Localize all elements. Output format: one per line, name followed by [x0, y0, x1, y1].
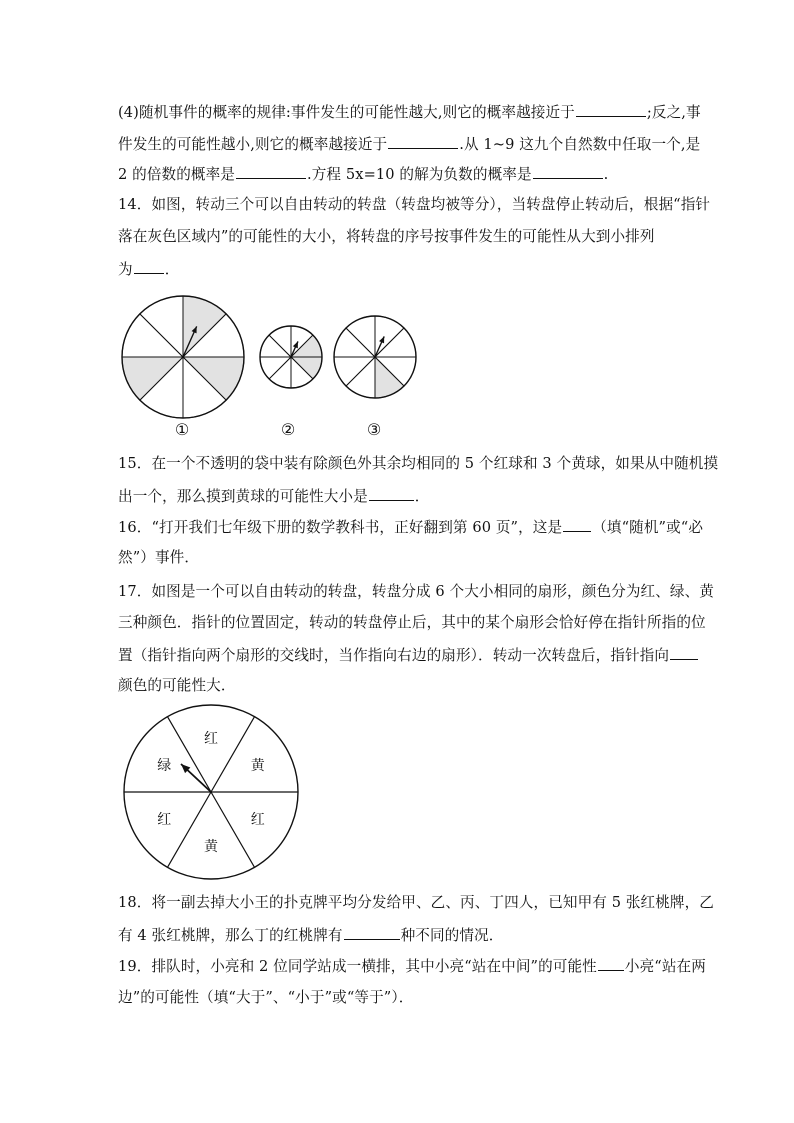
q18-line-1: 18．将一副去掉大小王的扑克牌平均分发给甲、乙、丙、丁四人，已知甲有 5 张红桃牌，乙 [118, 894, 714, 911]
q17-line-4: 颜色的可能性大． [118, 677, 236, 694]
q14-text: 为 [118, 261, 133, 278]
color-spinner-figure [110, 700, 320, 880]
q16-line-2: 然”）事件． [118, 549, 200, 566]
q19-text: 19．排队时，小亮和 2 位同学站成一横排，其中小亮“站在中间”的可能性 [118, 958, 597, 975]
answer-blank[interactable] [369, 486, 414, 501]
q14-line-2: 落在灰色区域内”的可能性的大小，将转盘的序号按事件发生的可能性从大到小排列 [118, 228, 655, 245]
spinner-label-2: ② [280, 420, 296, 439]
answer-blank[interactable] [344, 925, 400, 940]
sector-label: 绿 [157, 758, 172, 775]
sector-label: 红 [250, 811, 265, 828]
q13-text: 2 的倍数的概率是 [118, 166, 235, 183]
q15-text: 出一个，那么摸到黄球的可能性大小是 [118, 488, 368, 505]
color-spinner [124, 705, 298, 879]
q13-text: (4)随机事件的概率的规律:事件发生的可能性越大,则它的概率越接近于 [118, 104, 575, 121]
spinner-3 [334, 316, 416, 398]
spinner-label-1: ① [174, 420, 190, 439]
q19-line-2: 边”的可能性（填“大于”、“小于”或“等于”）． [118, 989, 414, 1006]
q13-text: ;反之,事 [646, 104, 701, 121]
q13-text: . [603, 166, 609, 183]
answer-blank[interactable] [598, 956, 624, 971]
q17-line-1: 17．如图是一个可以自由转动的转盘，转盘分成 6 个大小相同的扇形，颜色分为红、绿、黄 [118, 583, 714, 600]
spinner-label-3: ③ [366, 420, 382, 439]
spinner-2 [260, 326, 322, 388]
q15-line-2 [118, 486, 430, 507]
q14-text: ． [164, 261, 180, 278]
q13-text: .从 1~9 这九个自然数中任取一个,是 [459, 136, 701, 153]
q13-line-3 [118, 164, 608, 185]
q13-text: 件发生的可能性越小,则它的概率越接近于 [118, 136, 388, 153]
q14-line-3 [118, 259, 179, 280]
sector-label: 红 [204, 731, 218, 748]
answer-blank[interactable] [563, 517, 591, 532]
q19-line-1 [118, 956, 706, 977]
q19-text: 小亮“站在两 [624, 958, 706, 975]
spinners-figure [0, 290, 794, 450]
q17-text: 置（指针指向两个扇形的交线时，当作指向右边的扇形）．转动一次转盘后，指针指向 [118, 647, 670, 664]
q18-text: 种不同的情况． [400, 927, 504, 944]
q13-text: .方程 5x=10 的解为负数的概率是 [306, 166, 532, 183]
answer-blank[interactable] [236, 164, 306, 179]
q15-text: ． [414, 488, 430, 505]
q15-line-1: 15．在一个不透明的袋中装有除颜色外其余均相同的 5 个红球和 3 个黄球，如果从中随机摸 [118, 455, 719, 472]
answer-blank[interactable] [388, 134, 458, 149]
q13-line-2 [118, 134, 700, 155]
answer-blank[interactable] [134, 259, 164, 274]
answer-blank[interactable] [533, 164, 603, 179]
q17-line-2: 三种颜色．指针的位置固定，转动的转盘停止后，其中的某个扇形会恰好停在指针所指的位 [118, 614, 706, 631]
q16-line-1 [118, 517, 703, 538]
answer-blank[interactable] [670, 645, 698, 660]
sector-label: 红 [157, 811, 172, 828]
sector-label: 黄 [250, 758, 265, 775]
q16-text: （填“随机”或“必 [592, 519, 704, 536]
q18-text: 有 4 张红桃牌，那么丁的红桃牌有 [118, 927, 343, 944]
spinner-1 [122, 296, 244, 418]
answer-blank[interactable] [576, 102, 646, 117]
q14-line-1: 14．如图，转动三个可以自由转动的转盘（转盘均被等分），当转盘停止转动后，根据“指针 [118, 196, 711, 213]
sector-label: 黄 [204, 838, 218, 855]
q16-text: 16．“打开我们七年级下册的数学教科书，正好翻到第 60 页”，这是 [118, 519, 563, 536]
q17-line-3 [118, 645, 699, 666]
q13-line-1 [118, 102, 701, 123]
q18-line-2 [118, 925, 503, 946]
